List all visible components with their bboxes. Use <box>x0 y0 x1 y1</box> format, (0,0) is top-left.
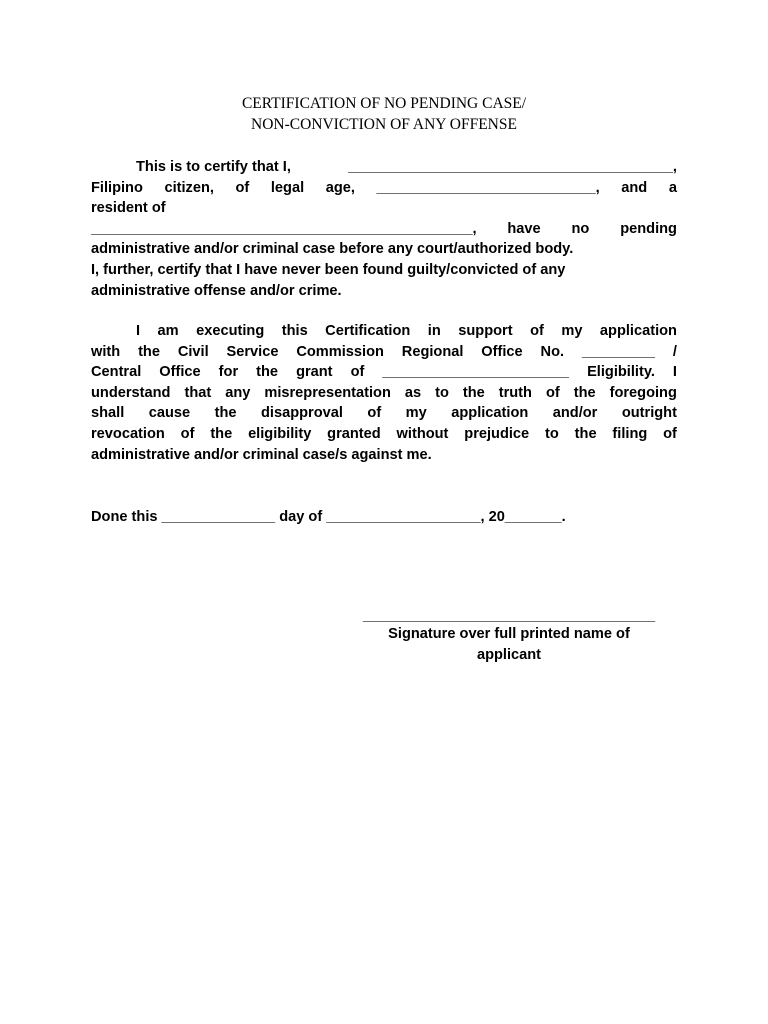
word: cause <box>148 405 191 422</box>
word: this <box>281 323 308 339</box>
word: citizen, <box>164 179 214 196</box>
application-paragraph <box>91 321 677 465</box>
word: prejudice <box>464 425 530 442</box>
word: the <box>256 364 279 381</box>
word: the <box>214 405 237 422</box>
paragraph-line <box>91 362 677 383</box>
word: application <box>451 405 529 422</box>
paragraph-line <box>91 178 677 199</box>
word: foregoing <box>609 384 677 401</box>
signature-label-line1: Signature over full printed name of <box>388 626 630 642</box>
paragraph-line: administrative and/or criminal case before any court/authorized body. <box>91 241 574 258</box>
word: misrepresentation <box>264 384 391 401</box>
word: have <box>507 220 541 237</box>
word: Eligibility. <box>587 364 655 381</box>
word: the <box>210 425 233 442</box>
word: of <box>180 425 195 442</box>
word: of <box>235 179 250 196</box>
word: support <box>458 323 513 339</box>
word: Regional <box>401 343 464 360</box>
word: grant <box>296 364 333 381</box>
word: of <box>530 323 544 339</box>
word: my <box>561 323 583 339</box>
word: to <box>545 425 559 442</box>
word: of <box>367 405 382 422</box>
done-date-line <box>91 507 677 528</box>
word: truth <box>498 384 532 401</box>
paragraph-line: I, further, certify that I have never been found guilty/convicted of any <box>91 261 566 278</box>
document-title-line1: CERTIFICATION OF NO PENDING CASE/ <box>241 95 527 112</box>
word: Filipino <box>91 179 143 196</box>
word: / <box>672 343 677 360</box>
text-run: This is to certify that I, <box>136 159 291 175</box>
word: the <box>574 425 597 442</box>
age-blank[interactable]: ___________________________, <box>376 179 600 196</box>
word: pending <box>620 220 677 237</box>
fill-blank[interactable]: _________ <box>581 343 655 360</box>
word: Service <box>226 343 279 360</box>
word: shall <box>91 405 125 422</box>
word: outright <box>621 405 677 422</box>
document-title-line2: NON-CONVICTION OF ANY OFFENSE <box>251 116 517 133</box>
word: and/or <box>552 405 598 422</box>
word: without <box>396 425 449 442</box>
word: age, <box>325 179 355 196</box>
word: filing <box>612 425 648 442</box>
paragraph-line <box>91 321 677 342</box>
signature-label <box>358 624 660 666</box>
word: Civil <box>177 343 209 360</box>
word: legal <box>270 179 305 196</box>
word: to <box>435 384 449 401</box>
word: I <box>672 364 677 381</box>
word: eligibility <box>248 425 312 442</box>
word: the <box>573 384 596 401</box>
paragraph-line <box>91 157 677 178</box>
word: as <box>404 384 422 401</box>
paragraph-line <box>91 342 677 363</box>
word: Central <box>91 364 142 381</box>
word: disapproval <box>261 405 343 422</box>
paragraph-line: administrative and/or criminal case/s against me. <box>91 446 432 463</box>
signature-line[interactable]: ____________________________________ <box>362 608 656 624</box>
word: of <box>350 364 365 381</box>
word: No. <box>540 343 565 360</box>
word: the <box>138 343 160 360</box>
word: any <box>225 384 251 401</box>
word: of <box>545 384 560 401</box>
word: revocation <box>91 425 165 442</box>
certification-paragraph <box>91 157 677 301</box>
paragraph-line: administrative offense and/or crime. <box>91 282 342 299</box>
word: Office <box>159 364 201 381</box>
word: and <box>621 179 648 196</box>
word: in <box>427 323 441 339</box>
paragraph-line <box>91 383 677 404</box>
done-date-text[interactable]: Done this ______________ day of ___________________, 20_______. <box>91 509 566 525</box>
word: the <box>462 384 485 401</box>
word: for <box>218 364 239 381</box>
word: granted <box>327 425 381 442</box>
paragraph-line <box>91 424 677 445</box>
word: with <box>91 343 121 360</box>
word: I <box>136 323 141 339</box>
name-blank[interactable]: ________________________________________, <box>348 159 677 175</box>
paragraph-line <box>91 219 677 240</box>
word: executing <box>196 323 265 339</box>
word: Commission <box>296 343 384 360</box>
word: understand <box>91 384 171 401</box>
signature-label-line2: applicant <box>476 647 542 663</box>
word: Certification <box>325 323 411 339</box>
fill-blank[interactable]: _______________________ <box>382 364 570 381</box>
paragraph-line <box>91 403 677 424</box>
word: a <box>668 179 677 196</box>
word: that <box>184 384 212 401</box>
residence-blank[interactable]: _______________________________________________, <box>91 220 477 237</box>
word: no <box>571 220 590 237</box>
paragraph-line: resident of <box>91 200 166 217</box>
word: my <box>405 405 427 422</box>
word: application <box>599 323 677 339</box>
word: of <box>663 425 677 442</box>
word: am <box>157 323 179 339</box>
word: Office <box>481 343 523 360</box>
